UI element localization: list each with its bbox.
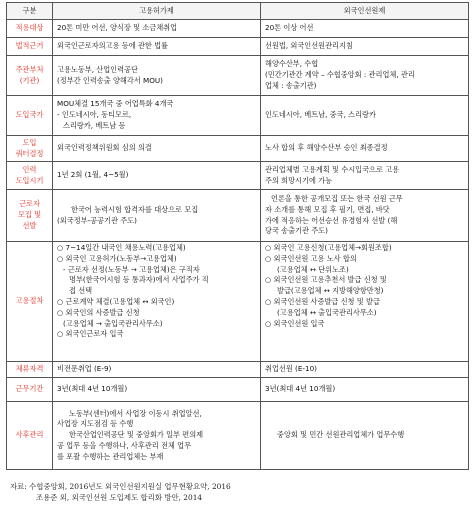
table-header-row (7, 3, 469, 20)
cell-text: ○ 7~14일간 내국인 채용노력(고용업체) (57, 243, 186, 252)
cell-right (261, 20, 469, 38)
row-label-text: 고용절차 (15, 296, 44, 306)
cell-text: (고용업체 ↔ 단위노조) (277, 264, 349, 274)
cell-text: (정부간 인력송출 양해각서 MOU) (57, 75, 163, 85)
row-label-text: 선발 (22, 220, 37, 230)
row-label-text: (기관) (19, 75, 40, 85)
cell-text: 언론을 통한 공개모집 또는 한국 선원 근무 (271, 193, 403, 203)
row-label (7, 378, 53, 402)
cell-right (261, 402, 469, 470)
cell-left (53, 20, 261, 38)
row-label-text: 쿼터결정 (15, 148, 44, 158)
cell-text: 취업선원 (E-10) (265, 364, 317, 374)
source-line: 조용준 외, 외국인선원 도입제도 합리화 방안, 2014 (36, 493, 203, 503)
cell-text: ○ 외국인선원 고용추천서 발급 신청 및 (265, 275, 387, 285)
row-label-text: 근무기간 (15, 384, 44, 394)
cell-text: ○ 외국인선원 입국 (265, 318, 325, 328)
cell-text: 선원법, 외국인선원관리지침 (265, 41, 353, 51)
cell-left (53, 136, 261, 162)
cell-text: 발급(고용업체 ↔ 지방해양항만청) (277, 286, 384, 296)
cell-text: 노동부(센터)에서 사업장 이동시 취업알선, (69, 408, 202, 418)
cell-text: 명부(한국어시험 등 통과자)에서 사업주가 직 (69, 275, 209, 285)
cell-text: 업체 : 송출기관) (265, 80, 317, 90)
cell-text: - 인도네시아, 동티모르, (57, 110, 132, 120)
cell-text: ○ 외국인 고용허가(노동부→고용업체) (57, 253, 177, 263)
cell-text: 고용노동부, 산업인력공단 (57, 64, 138, 74)
cell-text: (외국정부-공공기관 주도) (57, 215, 137, 225)
row-label (7, 162, 53, 190)
table-row (7, 362, 469, 378)
cell-text: 외국인력정책위원회 심의 의결 (57, 143, 152, 153)
row-label (7, 136, 53, 162)
cell-text: 한국산업인력공단 및 중앙회가 일부 편의제 (69, 430, 204, 440)
cell-left (53, 96, 261, 136)
cell-text: 주의 희망시기에 가능 (265, 175, 333, 185)
header-employment-permit: 고용허가제 (53, 3, 261, 20)
table-row (7, 38, 469, 56)
cell-text: 비전문취업 (E-9) (57, 364, 112, 374)
source-note (10, 481, 231, 504)
row-label-text: 도입시기 (15, 175, 44, 185)
cell-text: 외국인근로자의고용 등에 관한 법률 (57, 41, 169, 51)
cell-text: (민간기관간 계약 – 수협중앙회 : 관리업체, 관리 (265, 70, 415, 80)
cell-text: MOU체결 15개국 중 어업특화 4개국 (57, 99, 174, 109)
row-label-text: 주관부처 (15, 64, 44, 74)
cell-right (261, 242, 469, 362)
cell-left (53, 362, 261, 378)
row-label (7, 362, 53, 378)
row-label (7, 190, 53, 242)
cell-right (261, 38, 469, 56)
cell-right (261, 56, 469, 96)
cell-left (53, 56, 261, 96)
cell-text: ○ 외국인선원 고용 노사 합의 (265, 253, 357, 263)
cell-left (53, 38, 261, 56)
cell-text: 공 업무 등을 수행하나, 사후관리 전체 업무 (57, 440, 192, 450)
table-row (7, 402, 469, 470)
row-label (7, 242, 53, 362)
row-label-text: 도입국가 (15, 110, 44, 120)
cell-text: 관리업체별 고용계획 및 수시입국으로 고용 (265, 164, 400, 174)
cell-text: ○ 외국인근로자 입국 (57, 329, 124, 339)
cell-text: 스리랑카, 베트남 등 (63, 120, 126, 130)
header-category: 구분 (7, 3, 53, 20)
header-foreign-seafarer: 외국인선원제 (261, 3, 469, 20)
cell-text: ○ 외국인 고용신청(고용업체→회원조합) (265, 243, 392, 252)
cell-text: 자 소개를 통해 모집 후 필기, 면접, 바닷 (265, 204, 390, 214)
cell-text: 해양수산부, 수협 (265, 59, 319, 69)
row-label-text: 인력 (22, 164, 37, 174)
cell-right (261, 378, 469, 402)
cell-text: ○ 외국인의 사증발급 신청 (57, 307, 140, 317)
cell-text: 를 포괄 수행하는 관리업체는 부재 (57, 451, 164, 461)
source-line: 자료: 수협중앙회, 2016년도 외국인선원지원실 업무현황요약, 2016 (10, 482, 231, 491)
cell-text: 1년 2회 (1월, 4~5월) (57, 170, 129, 180)
table-row (7, 56, 469, 96)
table-row (7, 162, 469, 190)
row-label-text: 모집 및 (17, 210, 42, 220)
cell-text: 20톤 미만 어선, 양식장 및 소금채취업 (57, 23, 178, 33)
cell-text: 중앙회 및 민간 선원관리업체가 업무수행 (277, 430, 405, 440)
cell-text: 접 선택 (69, 286, 93, 296)
cell-text: ○ 외국인선원 사증발급 신청 및 발급 (265, 296, 380, 306)
table-row (7, 242, 469, 362)
row-label-text: 체류자격 (15, 364, 44, 374)
cell-right (261, 96, 469, 136)
cell-text: - 근로자 선정(노동부 → 고용업체)은 구직자 (63, 264, 200, 274)
cell-text: 노사 합의 후 해양수산부 승인 최종결정 (265, 143, 388, 153)
table-row (7, 378, 469, 402)
cell-text: 3년(최대 4년 10개월) (57, 384, 128, 394)
cell-text: 가에 적응하는 어선승선 유경험자 선발 (해 (265, 215, 398, 225)
cell-text: 한국어 능력시험 합격자를 대상으로 모집 (71, 204, 199, 214)
row-label (7, 96, 53, 136)
table-row (7, 136, 469, 162)
row-label (7, 402, 53, 470)
table-row (7, 96, 469, 136)
cell-text: ○ 근로계약 체결(고용업체 ↔ 외국인) (57, 296, 175, 306)
cell-left (53, 378, 261, 402)
row-label (7, 38, 53, 56)
cell-text: 인도네시아, 베트남, 중국, 스리랑카 (265, 110, 376, 120)
comparison-table (6, 2, 469, 470)
cell-text: 당국 송출기관 주도) (265, 226, 328, 236)
cell-text: 사업장 지도점검 등 수행 (57, 419, 134, 429)
row-label-text: 도입 (22, 137, 37, 147)
cell-left (53, 162, 261, 190)
table-row (7, 190, 469, 242)
row-label (7, 56, 53, 96)
row-label-text: 근로자 (19, 199, 40, 209)
row-label-text: 사후관리 (15, 430, 44, 440)
row-label-text: 법적근거 (15, 41, 44, 51)
cell-left (53, 402, 261, 470)
cell-right (261, 162, 469, 190)
cell-right (261, 362, 469, 378)
cell-text: 20톤 이상 어선 (265, 23, 314, 33)
cell-right (261, 190, 469, 242)
cell-text: (고용업체 → 출입국관리사무소) (63, 318, 163, 328)
row-label-text: 적용대상 (15, 23, 44, 33)
cell-left (53, 190, 261, 242)
cell-text: 3년(최대 4년 10개월) (265, 384, 336, 394)
cell-text: (고용업체 ↔ 출입국관리사무소) (277, 307, 377, 317)
cell-right (261, 136, 469, 162)
table-row (7, 20, 469, 38)
row-label (7, 20, 53, 38)
cell-left (53, 242, 261, 362)
